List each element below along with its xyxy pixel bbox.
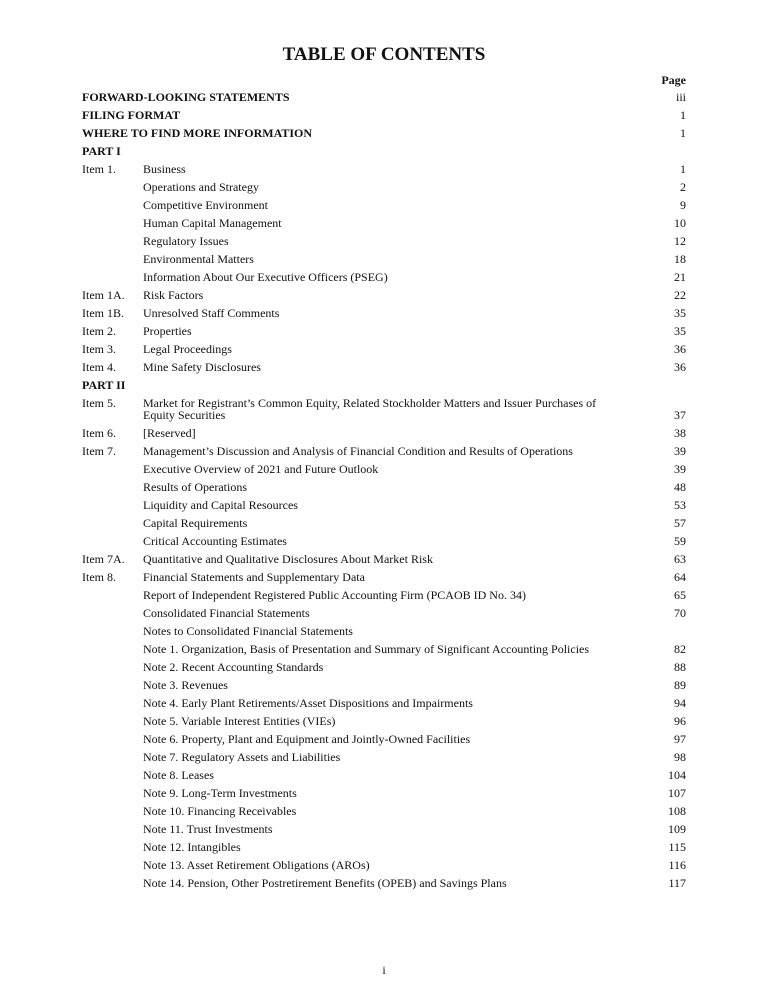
toc-entry-title[interactable]: Note 2. Recent Accounting Standards	[143, 660, 324, 674]
toc-entry[interactable]	[82, 712, 686, 730]
toc-page-number[interactable]: 48	[674, 480, 686, 494]
toc-entry[interactable]	[82, 268, 686, 286]
toc-section-heading[interactable]	[82, 88, 686, 106]
toc-entry-title[interactable]: Competitive Environment	[143, 198, 268, 212]
toc-item-number: Item 5.	[82, 396, 116, 410]
toc-entry-title[interactable]: Unresolved Staff Comments	[143, 306, 280, 320]
toc-entry[interactable]	[82, 160, 686, 178]
toc-section-heading[interactable]	[82, 142, 686, 160]
toc-entry-title[interactable]: Note 7. Regulatory Assets and Liabilities	[143, 750, 341, 764]
toc-entry-title[interactable]: FORWARD-LOOKING STATEMENTS	[82, 90, 290, 104]
toc-page-number[interactable]: 65	[674, 588, 686, 602]
toc-entry-title[interactable]: PART II	[82, 378, 126, 392]
toc-entry-title[interactable]: Results of Operations	[143, 480, 247, 494]
toc-entry-title[interactable]: Note 1. Organization, Basis of Presentation and Summary of Significant Accounting Policies	[143, 642, 590, 656]
toc-item-number: Item 7.	[82, 444, 116, 458]
toc-entry-title[interactable]: FILING FORMAT	[82, 108, 181, 122]
toc-page-number[interactable]: 104	[668, 768, 686, 782]
toc-entry[interactable]	[82, 838, 686, 856]
toc-page-number[interactable]: 9	[680, 198, 686, 212]
toc-entry[interactable]	[82, 604, 686, 622]
toc-entry-title[interactable]: Human Capital Management	[143, 216, 282, 230]
toc-page-number[interactable]: 18	[674, 252, 686, 266]
toc-page-number[interactable]: 1	[680, 108, 686, 122]
toc-entry-title[interactable]: Note 12. Intangibles	[143, 840, 241, 854]
toc-entry[interactable]	[82, 532, 686, 550]
toc-entry[interactable]	[82, 694, 686, 712]
toc-entry[interactable]	[82, 514, 686, 532]
toc-page-number[interactable]: 36	[674, 360, 686, 374]
toc-entry[interactable]	[82, 568, 686, 586]
toc-entry-title[interactable]: Information About Our Executive Officers (PSEG)	[143, 270, 388, 284]
toc-section-heading[interactable]	[82, 106, 686, 124]
toc-entry-title[interactable]: Note 8. Leases	[143, 768, 214, 782]
toc-page-number[interactable]: 116	[668, 858, 686, 872]
toc-page-number[interactable]: 59	[674, 534, 686, 548]
toc-entry-title[interactable]: [Reserved]	[143, 426, 196, 440]
toc-entry[interactable]	[82, 784, 686, 802]
toc-entry-title[interactable]: Note 10. Financing Receivables	[143, 804, 297, 818]
toc-entry[interactable]	[82, 856, 686, 874]
toc-entry-title[interactable]: Note 6. Property, Plant and Equipment and Jointly-Owned Facilities	[143, 732, 471, 746]
footer-page-number: i	[382, 963, 386, 977]
toc-item-number: Item 7A.	[82, 552, 125, 566]
toc-page-number[interactable]: 63	[674, 552, 686, 566]
toc-entry[interactable]	[82, 478, 686, 496]
toc-entry[interactable]	[82, 748, 686, 766]
toc-page-number[interactable]: 117	[668, 876, 686, 890]
toc-item-number: Item 2.	[82, 324, 116, 338]
toc-entry-title[interactable]: Capital Requirements	[143, 516, 248, 530]
toc-page-number[interactable]: 94	[674, 696, 686, 710]
toc-entry-title[interactable]: Properties	[143, 324, 192, 338]
toc-item-number: Item 1B.	[82, 306, 124, 320]
toc-page-number[interactable]: 109	[668, 822, 686, 836]
toc-item-number: Item 4.	[82, 360, 116, 374]
toc-section-heading[interactable]	[82, 376, 686, 394]
toc-entry[interactable]	[82, 442, 686, 460]
toc-entry-title[interactable]: Business	[143, 162, 186, 176]
toc-entry[interactable]	[82, 658, 686, 676]
toc-entry-title[interactable]: Note 11. Trust Investments	[143, 822, 273, 836]
toc-page-number[interactable]: 37	[674, 408, 686, 422]
toc-entry-title[interactable]: Risk Factors	[143, 288, 204, 302]
toc-page-number[interactable]: 1	[680, 126, 686, 140]
toc-entry-title[interactable]: Liquidity and Capital Resources	[143, 498, 298, 512]
toc-page-number[interactable]: 12	[674, 234, 686, 248]
toc-entry-title[interactable]: Regulatory Issues	[143, 234, 229, 248]
toc-item-number: Item 1.	[82, 162, 116, 176]
toc-entry[interactable]	[82, 214, 686, 232]
toc-entry[interactable]	[82, 358, 686, 376]
toc-entry-title[interactable]: Legal Proceedings	[143, 342, 232, 356]
toc-entry[interactable]	[82, 460, 686, 478]
toc-entry-title[interactable]: Report of Independent Registered Public Accounting Firm (PCAOB ID No. 34)	[143, 588, 526, 602]
page-title: TABLE OF CONTENTS	[282, 44, 486, 65]
toc-entry[interactable]	[82, 286, 686, 304]
toc-page-number[interactable]: 35	[674, 306, 686, 320]
toc-entry-title[interactable]: Note 4. Early Plant Retirements/Asset Dispositions and Impairments	[143, 696, 473, 710]
toc-page-number[interactable]: 39	[674, 444, 686, 458]
toc-entry-title[interactable]: Operations and Strategy	[143, 180, 259, 194]
toc-item-number: Item 1A.	[82, 288, 125, 302]
toc-page-number[interactable]: 57	[674, 516, 686, 530]
toc-entry[interactable]	[82, 232, 686, 250]
toc-page-number[interactable]: 38	[674, 426, 686, 440]
toc-entry[interactable]	[82, 802, 686, 820]
toc-entry[interactable]	[82, 676, 686, 694]
toc-entry[interactable]	[82, 178, 686, 196]
toc-entry[interactable]	[82, 424, 686, 442]
toc-entry-title[interactable]: Financial Statements and Supplementary Data	[143, 570, 365, 584]
toc-entry-title[interactable]: Environmental Matters	[143, 252, 254, 266]
toc-page-number[interactable]: 115	[668, 840, 686, 854]
toc-item-number: Item 6.	[82, 426, 116, 440]
toc-entry[interactable]	[82, 496, 686, 514]
toc-page-number[interactable]: 35	[674, 324, 686, 338]
toc-entry-title[interactable]: Mine Safety Disclosures	[143, 360, 261, 374]
toc-page-number[interactable]: 21	[674, 270, 686, 284]
page-column-header: Page	[661, 73, 686, 87]
toc-page-number[interactable]: 98	[674, 750, 686, 764]
toc-page-number[interactable]: 97	[674, 732, 686, 746]
toc-page-number[interactable]: 36	[674, 342, 686, 356]
toc-page-number[interactable]: 64	[674, 570, 686, 584]
toc-entry-title[interactable]: WHERE TO FIND MORE INFORMATION	[82, 126, 313, 140]
toc-entry[interactable]	[82, 550, 686, 568]
toc-entry-title[interactable]: Critical Accounting Estimates	[143, 534, 287, 548]
toc-page-number[interactable]: 10	[674, 216, 686, 230]
toc-entry[interactable]	[82, 730, 686, 748]
toc-list	[82, 88, 686, 892]
toc-entry-title[interactable]: Quantitative and Qualitative Disclosures About Market Risk	[143, 552, 433, 566]
toc-entry[interactable]	[82, 340, 686, 358]
toc-entry-title[interactable]: Consolidated Financial Statements	[143, 606, 310, 620]
toc-entry-title[interactable]: Management’s Discussion and Analysis of Financial Condition and Results of Operations	[143, 444, 573, 458]
toc-entry[interactable]	[82, 250, 686, 268]
toc-entry[interactable]	[82, 874, 686, 892]
toc-page-number[interactable]: 89	[674, 678, 686, 692]
toc-entry-title[interactable]: Note 3. Revenues	[143, 678, 228, 692]
toc-entry[interactable]	[82, 622, 686, 640]
toc-entry-title[interactable]: Market for Registrant’s Common Equity, Related Stockholder Matters and Issuer Purchases of Equity Securities	[143, 396, 597, 422]
toc-page-number[interactable]: 1	[680, 162, 686, 176]
toc-entry[interactable]	[82, 640, 686, 658]
toc-page-number[interactable]: 88	[674, 660, 686, 674]
toc-item-number: Item 8.	[82, 570, 116, 584]
toc-entry-title[interactable]: Note 14. Pension, Other Postretirement Benefits (OPEB) and Savings Plans	[143, 876, 507, 890]
toc-section-heading[interactable]	[82, 124, 686, 142]
toc-entry[interactable]	[82, 766, 686, 784]
toc-entry[interactable]	[82, 304, 686, 322]
toc-page-number[interactable]: 39	[674, 462, 686, 476]
toc-item-number: Item 3.	[82, 342, 116, 356]
toc-entry[interactable]	[82, 586, 686, 604]
toc-page-number[interactable]: 82	[674, 642, 686, 656]
toc-entry-title[interactable]: Note 13. Asset Retirement Obligations (AROs)	[143, 858, 370, 872]
toc-page-number[interactable]: 53	[674, 498, 686, 512]
toc-entry[interactable]	[82, 322, 686, 340]
toc-page-number[interactable]: 2	[680, 180, 686, 194]
toc-page-number[interactable]: 107	[668, 786, 686, 800]
toc-entry-title[interactable]: Note 9. Long-Term Investments	[143, 786, 297, 800]
toc-entry[interactable]	[82, 196, 686, 214]
toc-entry-title[interactable]: Executive Overview of 2021 and Future Outlook	[143, 462, 379, 476]
toc-entry-title[interactable]: Notes to Consolidated Financial Statements	[143, 624, 353, 638]
toc-entry[interactable]	[82, 394, 686, 424]
toc-page-number[interactable]: 108	[668, 804, 686, 818]
toc-entry[interactable]	[82, 820, 686, 838]
toc-page-number[interactable]: 22	[674, 288, 686, 302]
toc-page-number[interactable]: 96	[674, 714, 686, 728]
toc-entry-title[interactable]: Note 5. Variable Interest Entities (VIEs)	[143, 714, 336, 728]
toc-page-number[interactable]: iii	[675, 90, 686, 104]
toc-entry-title[interactable]: PART I	[82, 144, 121, 158]
toc-page-number[interactable]: 70	[674, 606, 686, 620]
